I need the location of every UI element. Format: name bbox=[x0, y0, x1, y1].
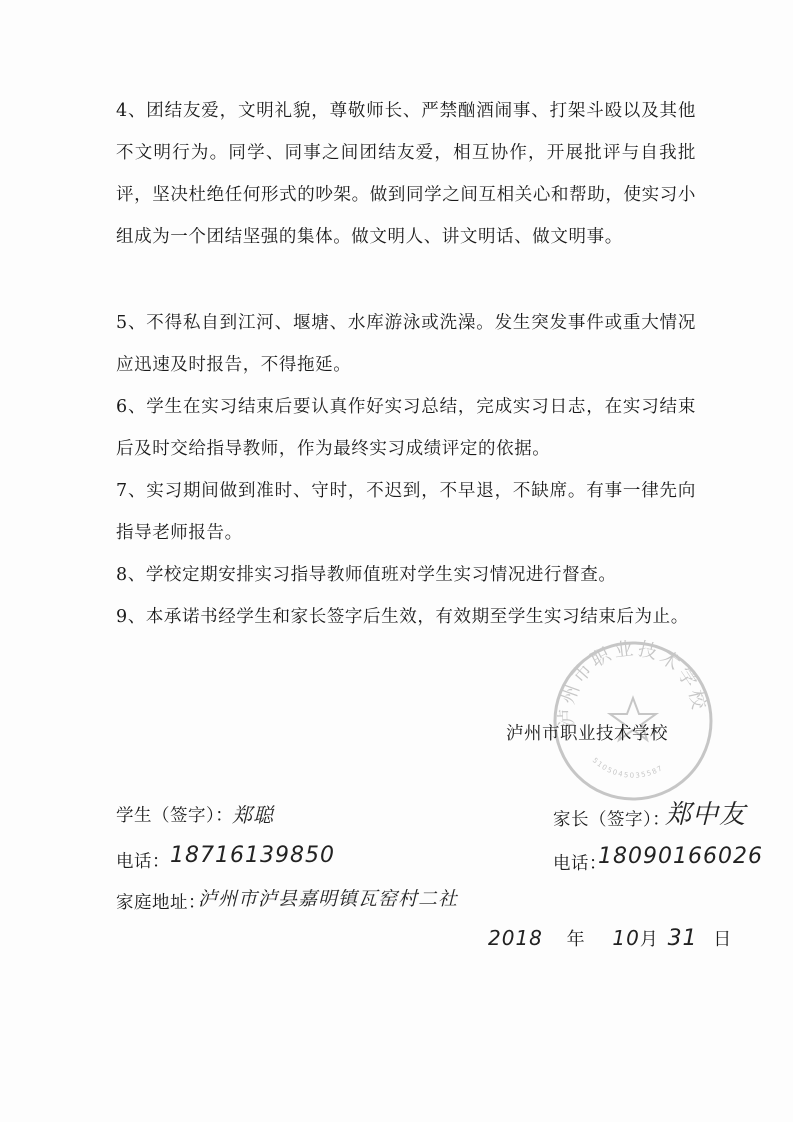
parent-phone-label: 电话： bbox=[553, 854, 607, 874]
date-day: 31 bbox=[667, 926, 698, 951]
parent-signature-label: 家长（签字）： bbox=[553, 810, 671, 830]
stamp-text: 泸州市职业技术学校 bbox=[555, 637, 711, 729]
date-year-unit: 年 bbox=[566, 929, 585, 950]
parent-phone: 18090166026 bbox=[598, 844, 763, 869]
paragraph-item-6: 6、学生在实习结束后要认真作好实习总结，完成实习日志，在实习结束后及时交给指导教师，作为最终实习成绩评定的依据。 bbox=[116, 397, 696, 459]
paragraph-item-9: 9、本承诺书经学生和家长签字后生效，有效期至学生实习结束后为止。 bbox=[116, 607, 689, 627]
date-day-unit: 日 bbox=[713, 929, 732, 950]
date-year: 2018 bbox=[488, 926, 543, 950]
student-signature: 郑聪 bbox=[232, 803, 274, 827]
date-month: 10 bbox=[612, 926, 640, 950]
student-phone-label: 电话： bbox=[116, 852, 170, 872]
school-name: 泸州市职业技术学校 bbox=[506, 724, 668, 744]
paragraph-item-4: 4、团结友爱，文明礼貌，尊敬师长、严禁酗酒闹事、打架斗殴以及其他不文明行为。同学、同事之间团结友爱，相互协作，开展批评与自我批评，坚决杜绝任何形式的吵架。做到同学之间互相关心和帮助，使实习小组成为一个团结坚强的集体。做文明人、讲文明话、做文明事。 bbox=[116, 101, 696, 247]
stamp-code: 5105045035587 bbox=[590, 756, 665, 780]
date-line bbox=[488, 925, 731, 951]
parent-signature: 郑中友 bbox=[665, 800, 747, 830]
home-address: 泸州市泸县嘉明镇瓦窑村二社 bbox=[198, 888, 459, 910]
paragraph-item-5: 5、不得私自到江河、堰塘、水库游泳或洗澡。发生突发事件或重大情况应迅速及时报告，不得拖延。 bbox=[116, 313, 696, 375]
student-phone: 18716139850 bbox=[170, 843, 335, 868]
student-signature-label: 学生（签字）： bbox=[116, 806, 234, 826]
svg-text:泸州市职业技术学校 bbox=[556, 638, 711, 728]
paragraph-item-7: 7、实习期间做到准时、守时，不迟到，不早退，不缺席。有事一律先向指导老师报告。 bbox=[116, 481, 696, 543]
date-month-unit: 月 bbox=[639, 929, 658, 950]
address-label: 家庭地址： bbox=[116, 893, 206, 913]
svg-text:5105045035587 bbox=[591, 756, 665, 779]
paragraph-item-8: 8、学校定期安排实习指导教师值班对学生实习情况进行督查。 bbox=[116, 565, 617, 585]
